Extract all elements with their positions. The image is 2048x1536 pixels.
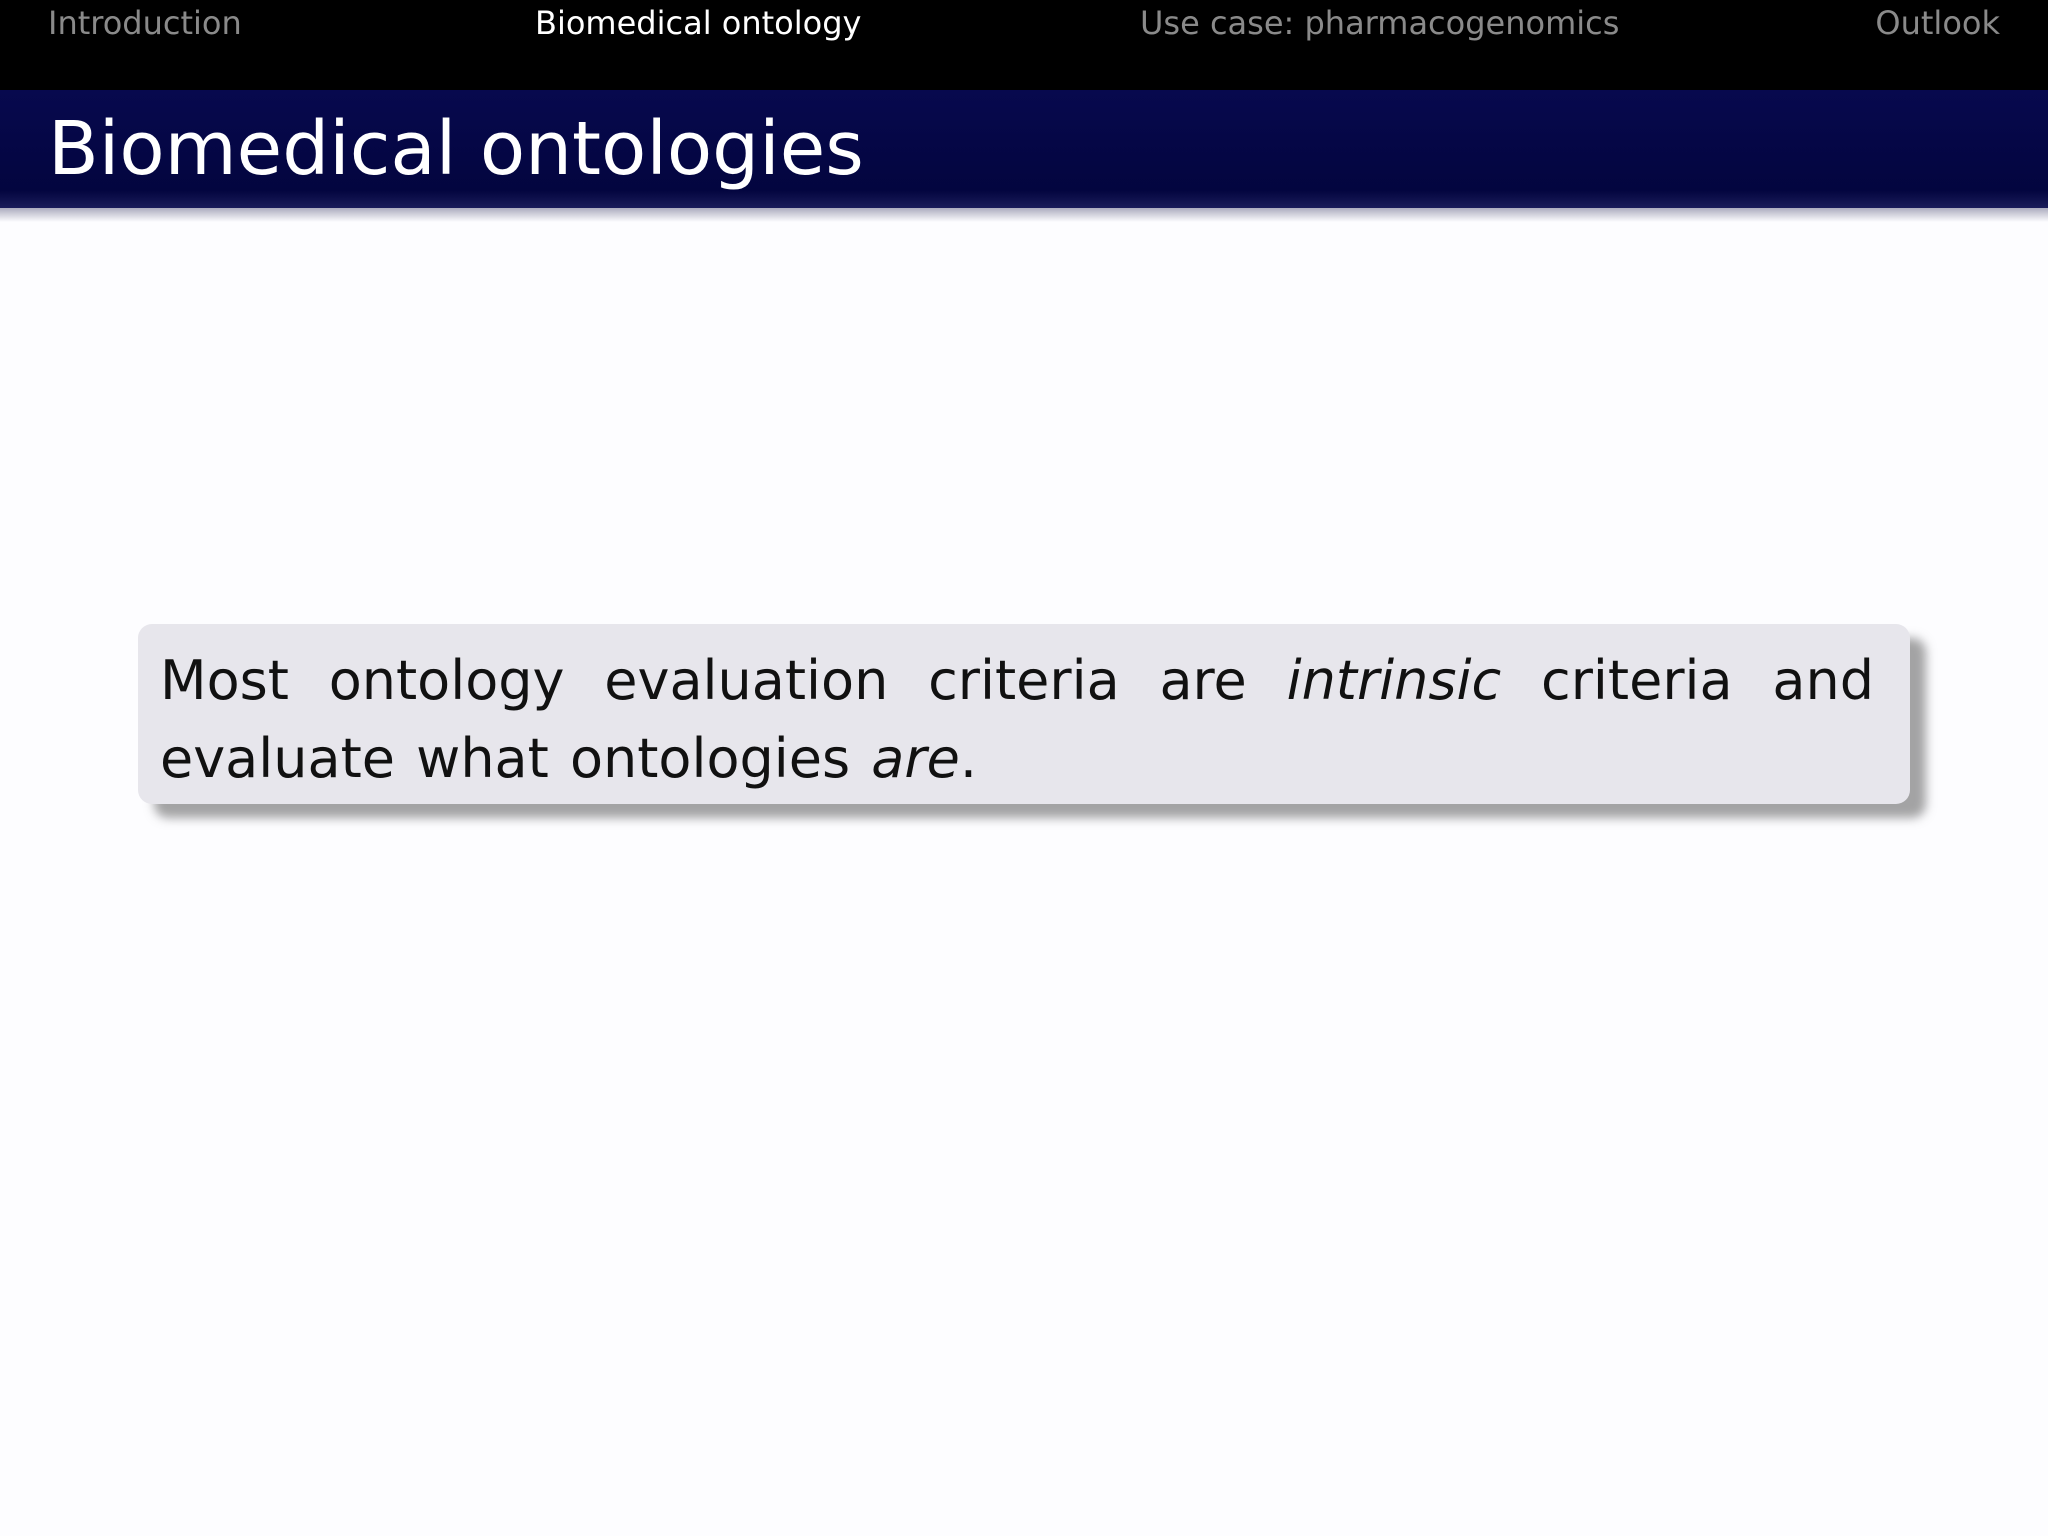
content-block [138, 624, 1910, 804]
block-text-part1: Most ontology evaluation criteria are [160, 649, 1287, 712]
emphasis-intrinsic: intrinsic [1286, 649, 1502, 712]
block-text-part2: criteria and evaluate what ontologies [160, 649, 1874, 790]
nav-section-outlook[interactable]: Outlook [1875, 4, 2000, 42]
title-bar-shadow [0, 208, 2048, 222]
emphasis-are: are [871, 727, 960, 790]
nav-section-introduction[interactable]: Introduction [48, 4, 242, 42]
nav-section-use-case[interactable]: Use case: pharmacogenomics [1140, 4, 1620, 42]
block-text-part3: . [959, 727, 977, 790]
block-text [160, 642, 1874, 798]
nav-section-biomedical-ontology[interactable]: Biomedical ontology [535, 4, 862, 42]
section-navigation-bar [0, 0, 2048, 90]
frame-title: Biomedical ontologies [48, 106, 864, 192]
